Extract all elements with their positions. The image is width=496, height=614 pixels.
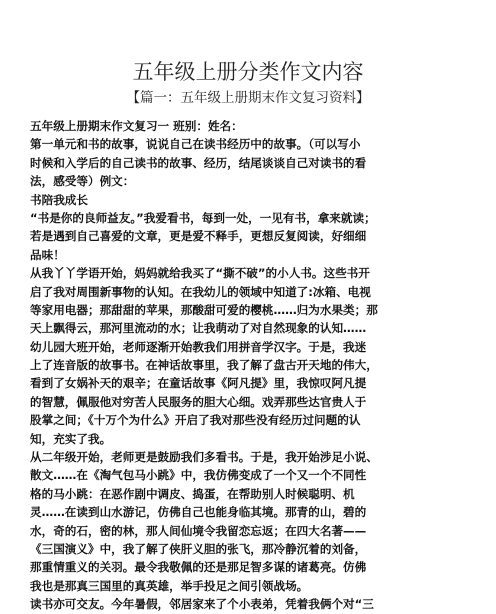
body-line: 那重情重义的关羽。最令我敬佩的还是那足智多谋的诸葛亮。仿佛 [30, 560, 367, 575]
body-line: 从二年级开始，老师更是鼓励我们多看书。于是，我开始涉足小说、 [30, 450, 378, 465]
body-line: 灵……在读到山水游记，仿佛自己也能身临其境。那青的山，碧的 [30, 505, 367, 520]
body-line: 天上飘得云，那河里流动的水；让我萌动了对自然现象的认知…… [30, 321, 367, 336]
document-subtitle: 【篇一：五年级上册期末作文复习资料】 [126, 90, 370, 106]
body-line: 我也是那真三国里的真英雄，举手投足之间引领战场。 [30, 578, 309, 593]
body-line: 水，奇的石，密的林，那人间仙境令我留恋忘返；在四大名著—— [30, 523, 367, 538]
body-line: 看到了女娲补天的艰辛；在童话故事《阿凡提》里，我惊叹阿凡提 [30, 376, 367, 391]
body-line: 启了我对周围新事物的认知。在我幼儿的领域中知道了:冰箱、电视 [30, 284, 371, 299]
body-line: “书是你的良师益友。”我爱看书，每到一处，一见有书，拿来就读； [30, 210, 376, 225]
body-line: 知，充实了我。 [30, 431, 112, 446]
body-line: 格的马小跳：在恶作剧中调皮、捣蛋，在帮助别人时候聪明、机 [30, 486, 355, 501]
body-line: 书陪我成长 [30, 192, 88, 207]
body-line: 从我丫丫学语开始，妈妈就给我买了“撕不破”的小人书。这些书开 [30, 266, 370, 281]
document-body [30, 117, 472, 614]
body-line: 五年级上册期末作文复习一 班别：姓名： [30, 119, 243, 133]
body-line: 法，感受等）例文： [30, 174, 135, 189]
body-line: 股掌之间；《十万个为什么》开启了我对那些没有经历过问题的认 [30, 413, 361, 428]
body-line: 时候和入学后的自己读书的故事、经历，结尾谈谈自己对读书的看 [30, 155, 367, 170]
body-line: 的智慧，佩服他对穷苦人民服务的胆大心细。戏弄那些达官贵人于 [30, 394, 367, 409]
body-line: 第一单元和书的故事，说说自己在读书经历中的故事。（可以写小 [30, 137, 361, 152]
body-line: 若是遇到自己喜爱的文章，更是爱不释手，更想反复阅读，好细细 [30, 229, 367, 244]
body-line: 等家用电器；那甜甜的苹果，那酸甜可爱的樱桃……归为水果类；那 [30, 302, 378, 317]
body-line: 上了连音版的故事书。在神话故事里，我了解了盘古开天地的伟大， [30, 358, 378, 373]
body-line: 散文……在《淘气包马小跳》中，我仿佛变成了一个又一个不同性 [30, 468, 367, 483]
body-line: 《三国演义》中，我了解了侠肝义胆的张飞，那冷静沉着的刘备， [30, 541, 367, 556]
document-title: 五年级上册分类作文内容 [132, 60, 364, 84]
body-line: 幼儿园大班开始，老师逐渐开始教我们用拼音学汉字。于是，我迷 [30, 339, 367, 354]
body-line: 读书亦可交友。今年暑假，邻居家来了个小表弟，凭着我俩个对“三 [30, 597, 374, 612]
body-line: 品味！ [30, 247, 65, 262]
